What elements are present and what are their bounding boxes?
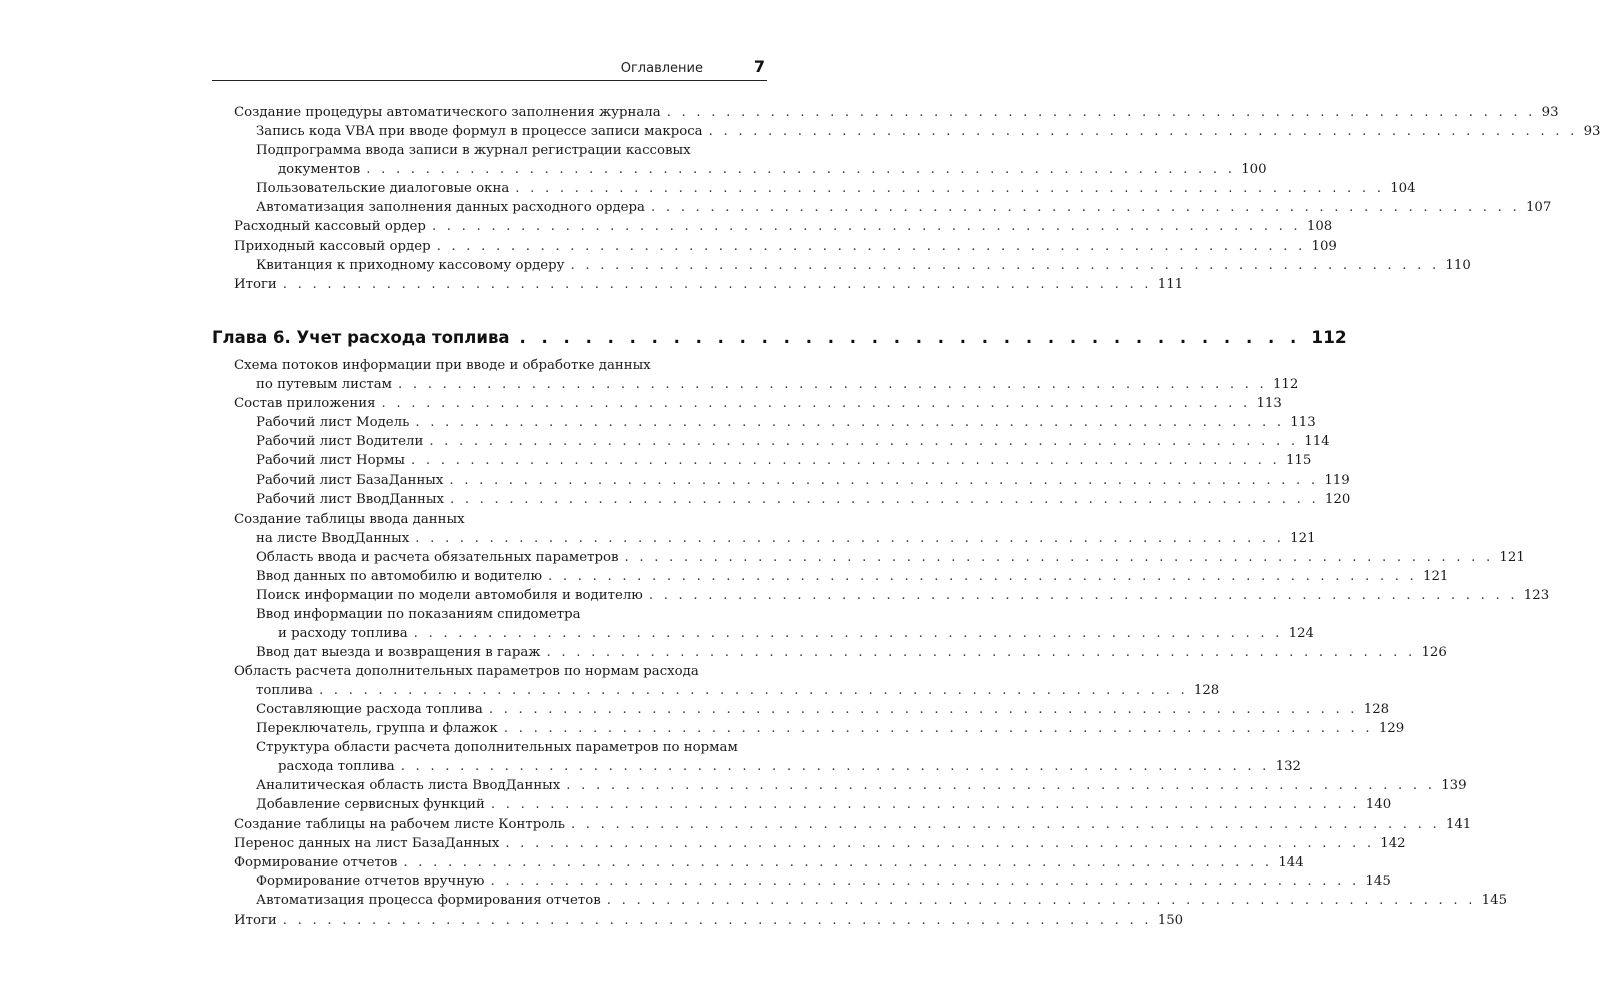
toc-entry-title: расхода топлива [278,759,395,775]
toc-entry-page-number: 115 [1285,453,1312,468]
leader-dots: . . . . . . . . . . . . . . . . . . . . . . . . . . . . . . . . . . . . . . . . . . . . . . . . . . . . . . . . . . . [398,377,1267,393]
leader-dots: . . . . . . . . . . . . . . . . . . . . . . . . . . . . . . . . . . . . . . . . . . . . . . . . . . . . . . . . . . . [648,588,1518,603]
toc-entry-title: Область расчета дополнительных параметров по нормам расхода [234,664,699,679]
toc-entry-title: топлива [256,683,313,699]
leader-dots: . . . . . . . . . . . . . . . . . . . . . . . . . . . . . . . . . . . . . . . . . . . . . . . . . . . . . . . . . . . [488,702,1358,717]
toc-entry-line [256,375,1299,394]
toc-entry-title: Пользовательские диалоговые окна [256,181,510,196]
toc-entry-line [256,490,1351,509]
toc-entry-line [234,356,767,375]
toc-entry-title: Рабочий лист Модель [256,415,410,430]
toc-entry-line [234,853,1304,872]
leader-dots: . . . . . . . . . . . . . . . . . . . . . . . . . . . . . . . . . . . . . . . . . . . . . . . . . . . . . . . . . . . [490,797,1360,812]
toc-entry-page-number: 93 [1541,105,1559,120]
leader-dots: . . . . . . . . . . . . . . . . . . . . . . . . . . . . . . . . . . . . . . . . . . . . . . . . . . . . . . . . . . . [436,239,1306,254]
toc-entry-page-number: 93 [1583,124,1600,139]
toc-entry-title: Автоматизация процесса формирования отчетов [256,893,601,908]
leader-dots: . . . . . . . . . . . . . . . . . . . . . . . . . . . . . . . . . . . . . . . . . . . . . . . . . . . . . . . . . . . [490,874,1360,889]
toc-entry-line [256,471,1350,490]
toc-entry-title: Создание таблицы на рабочем листе Контроль [234,817,565,832]
toc-entry-page-number: 121 [1422,569,1449,584]
chapter-page-number: 112 [1311,328,1347,348]
toc-entry-line [278,757,1302,776]
toc-entry-page-number: 140 [1365,797,1392,812]
leader-dots: . . . . . . . . . . . . . . . . . . . . . . . . . . . . . . . . . . . . . . . . . . . . . . . . . . . . . . . . . . . [708,124,1578,139]
toc-entry-line [234,275,1184,294]
toc-entry-title: Квитанция к приходному кассовому ордеру [256,258,565,273]
leader-dots: . . . . . . . . . . . . . . . . . . . . . . . . . . . . . . . . . . . . . . . . . . . . . . . . . . . . . . . . . . . [505,836,1375,851]
leader-dots: . . . . . . . . . . . . . . . . . . . . . . . . . . . . . . . . . . . . . . . . . . . . . . . . . . . . . . . . . . . [449,492,1319,507]
toc-entry-page-number: 120 [1324,492,1351,507]
leader-dots: . . . . . . . . . . . . . . . . . . . . . . . . . . . . . . . . . . . . . . . . . . . . . . . . . . . . . . . . . . . [651,200,1520,215]
leader-dots: . . . . . . . . . . . . . . . . . . . . . . . . . . . . . . . . . . . . . . . . . . . . . . . . . . . . . . . . . . . [400,759,1270,775]
toc-entry-page-number: 108 [1306,219,1333,234]
toc-entry-page-number: 112 [1272,377,1299,393]
toc-entry-title: на листе ВводДанных [256,531,410,547]
toc-entry-page-number: 142 [1380,836,1406,851]
toc-entry-title: Состав приложения [234,396,376,411]
toc-entry-line [234,911,1184,930]
leader-dots: . . . . . . . . . . . . . . . . . . . . . . . . . . . . . . . . . . . . . . . . . . . . . . . . . . . . . . . . . . . [366,162,1236,178]
toc-entry-page-number: 110 [1445,258,1471,273]
toc-entry-line [278,624,1314,643]
leader-dots: . . . . . . . . . . . . . . . . . . . . . . . . . . . . . . . . . . . . . . . . . . . . . . . . . . . . . . . . . . . [411,453,1280,468]
leader-dots: . . . . . . . . . . . . . . . . . . . . . . . . . . . . . . . . . . . . . . . . . . . . . . . . . . . . . . . . . . . [606,893,1476,908]
toc-entry-title: Формирование отчетов [234,855,398,870]
chapter-heading [212,328,1347,352]
toc-entry-line [256,122,1600,141]
toc-entry-title: Расходный кассовый ордер [234,219,426,234]
toc-entry-title: Ввод данных по автомобилю и водителю [256,569,543,584]
toc-entry-line [256,776,1467,795]
toc-entry-title: Итоги [234,277,277,292]
toc-entry-title: Схема потоков информации при вводе и обработке данных [234,358,651,373]
leader-dots: . . . . . . . . . . . . . . . . . . . . . . . . . . . . . . . . . . . . . . . . . . . . . . . . . . . . . . . . . . . [546,645,1416,660]
toc-entry-title: Рабочий лист Нормы [256,453,406,468]
leader-dots: . . . . . . . . . . . . . . . . . . . . . . . . . . . . . . . . . . . . . . . . . . . . . . . . . . . . . . . . . . . [624,550,1494,565]
toc-entry-page-number: 124 [1288,626,1314,642]
toc-entry-line [256,198,1552,217]
toc-entry-page-number: 113 [1256,396,1282,411]
toc-entry-title: Перенос данных на лист БазаДанных [234,836,500,851]
toc-entry-line [256,567,1449,586]
leader-dots: . . . . . . . . . . . . . . . . . . . . . . . . . . . . . . . . . . . . . . . . . . . . . . . . . . . . . . . . . . . [429,434,1299,449]
toc-entry-line [234,815,1472,834]
toc-entry-line [234,217,1333,236]
leader-dots: . . . . . . . . . . . . . . . . . . . . . . . . . . . . . . . . . . . . . . . . . . . . . . . . . . . . . . . . . . . [548,569,1417,584]
toc-entry-page-number: 126 [1421,645,1447,660]
leader-dots: . . . . . . . . . . . . . . . . . . . . . . . . . . . . . . . . . . . . . . . . . . . . . . . . . . . . . . . . . . . [415,415,1285,430]
header-page-number: 7 [753,57,765,76]
toc-entry-title: Ввод дат выезда и возвращения в гараж [256,645,541,660]
toc-entry-title: Итоги [234,913,277,928]
toc-entry-line [234,103,1559,122]
toc-entry-page-number: 145 [1481,893,1508,908]
toc-entry-line [256,413,1316,432]
toc-entry-line [234,662,767,681]
toc-entry-line [256,738,767,757]
toc-entry-line [256,681,1220,700]
toc-entry-page-number: 121 [1499,550,1525,565]
toc-entry-page-number: 123 [1523,588,1550,603]
toc-entry-page-number: 109 [1311,239,1337,254]
toc-entry-line [256,643,1447,662]
toc-entry-page-number: 107 [1525,200,1552,215]
leader-dots: . . . . . . . . . . . . . . . . . . . . . . . . . . . . . . . . . . . . . . . . . . . . . . . . . . . . . . . . . . . [381,396,1251,411]
leader-dots: . . . . . . . . . . . . . . . . . . . . . . . . . . . . . . . . . . . . . . . . . . . . . . . . . . . . . . . . . . . [503,721,1373,736]
toc-entry-title: Ввод информации по показаниям спидометра [256,607,581,622]
toc-entry-page-number: 129 [1378,721,1405,736]
toc-entry-line [256,586,1550,605]
toc-entry-line [256,256,1471,275]
toc-entry-title: документов [278,162,361,178]
chapter-title: Глава 6. Учет расхода топлива [212,328,510,347]
toc-entry-title: по путевым листам [256,377,393,393]
leader-dots: . . . . . . . . . . . . . . . . . . . . . . . . . . . . . . . . . . . . . . . . . . . . . . . . . . . . . . . . . . . [413,626,1283,642]
toc-entry-line [256,548,1525,567]
leader-dots: . . . . . . . . . . . . . . . . . . . . . . . . . . . . . . . . . . . . . . . . . . . . . . . . . . . . . . . . . . . [449,473,1319,488]
leader-dots: . . . . . . . . . . . . . . . . . . . . . . . . . . . . . . . . . . . . . . . . . . . . . . . . . . . . . . . . . . . [566,778,1436,793]
toc-entry-title: Добавление сервисных функций [256,797,485,812]
leader-dots: . . . . . . . . . . . . . . . . . . . . . . . . . . . . . . . . . . . . . . . . . . . . . . . . . . . . . . . . . . . [318,683,1188,699]
toc-entry-line [256,700,1390,719]
leader-dots: . . . . . . . . . . . . . . . . . . . . . . . . . . . . . . . . . . . . . . . . . . . . . . . . . . . . . . . . . . . [415,531,1285,547]
toc-entry-page-number: 144 [1278,855,1304,870]
toc-entry-page-number: 121 [1290,531,1316,547]
toc-entry-page-number: 128 [1193,683,1220,699]
toc-entry-line [256,451,1312,470]
toc-entry-title: Автоматизация заполнения данных расходного ордера [256,200,645,215]
toc-entry-page-number: 128 [1363,702,1390,717]
leader-dots: . . . . . . . . . . . . . . . . . . . . . . . . . . . . . . . . . . . . . . . . . . . . . . . . . . . . . . . . . . . [282,913,1152,928]
toc-entry-line [234,834,1406,853]
toc-entry-title: Создание процедуры автоматического заполнения журнала [234,105,661,120]
toc-entry-title: Формирование отчетов вручную [256,874,485,889]
toc-entry-title: и расходу топлива [278,626,408,642]
toc-entry-page-number: 111 [1157,277,1184,292]
toc-entry-line [278,160,1267,179]
toc-entry-page-number: 145 [1365,874,1391,889]
toc-entry-page-number: 132 [1275,759,1302,775]
toc-entry-line [256,891,1508,910]
toc-entry-title: Рабочий лист БазаДанных [256,473,444,488]
toc-entry-page-number: 141 [1445,817,1472,832]
toc-entry-page-number: 104 [1390,181,1416,196]
leader-dots: . . . . . . . . . . . . . . . . . . . . . . . . . . . . . . . . . . . . . . . . . . . . . . . . . . . . . . . . . . . [403,855,1273,870]
toc-entry-page-number: 150 [1157,913,1184,928]
toc-entry-title: Создание таблицы ввода данных [234,512,465,527]
toc-entry-page-number: 100 [1241,162,1267,178]
toc-entry-page-number: 113 [1290,415,1316,430]
toc-entry-line [256,795,1392,814]
header-title: Оглавление [620,61,703,76]
toc-entry-line [256,529,1316,548]
toc-entry-line [256,719,1405,738]
toc-entry-line [234,510,767,529]
toc-entry-line [256,872,1391,891]
toc-entry-title: Аналитическая область листа ВводДанных [256,778,561,793]
toc-entry-title: Рабочий лист Водители [256,434,424,449]
toc-entry-title: Запись кода VBA при вводе формул в процессе записи макроса [256,124,703,139]
toc-entry-page-number: 139 [1441,778,1467,793]
toc-entry-title: Переключатель, группа и флажок [256,721,498,736]
leader-dots: . . . . . . . . . . . . . . . . . . . . . . . . . . . . . . . . . . . . . . . . . . . . . . . . . . . . . . . . . . . [666,105,1536,120]
toc-entry-line [234,394,1282,413]
toc-entry-title: Рабочий лист ВводДанных [256,492,444,507]
toc-entry-title: Поиск информации по модели автомобиля и водителю [256,588,643,603]
leader-dots: . . . . . . . . . . . . . . . . . . . . . . . . . . . . . . . . . . . . . . . . . . . . . . . . . . . . . . . . . . . [570,817,1440,832]
toc-entry-page-number: 119 [1324,473,1350,488]
toc-entry-page-number: 114 [1304,434,1330,449]
toc-entry-line [256,432,1330,451]
toc-entry-line [234,237,1337,256]
leader-dots: . . . . . . . . . . . . . . . . . . . . . . . . . . . . . . . . . . . . . . . . . . . . . . . . . . . . . . . . . . . [282,277,1152,292]
leader-dots: . . . . . . . . . . . . . . . . . . . . . . . . . . . . . . . . . . . . . . . . . . . . . . . . . . . . . . . . . . . [570,258,1440,273]
toc-entry-title: Приходный кассовый ордер [234,239,431,254]
toc-entry-title: Подпрограмма ввода записи в журнал регистрации кассовых [256,143,691,158]
leader-dots: . . . . . . . . . . . . . . . . . . . . . . . . . . . . . . . . . . . . . . . . . . . . . . . . . . . . . . . . . . . [515,181,1385,196]
toc-entry-line [256,141,767,160]
toc-entry-title: Область ввода и расчета обязательных параметров [256,550,619,565]
toc-entry-title: Структура области расчета дополнительных параметров по нормам [256,740,738,755]
chapter-leader-dots: . . . . . . . . . . . . . . . . . . . . . . . . . . . . . . . . . . . . [519,328,1302,347]
toc-entry-line [256,179,1416,198]
leader-dots: . . . . . . . . . . . . . . . . . . . . . . . . . . . . . . . . . . . . . . . . . . . . . . . . . . . . . . . . . . . [431,219,1301,234]
toc-entry-title: Составляющие расхода топлива [256,702,483,717]
toc-entry-line [256,605,767,624]
